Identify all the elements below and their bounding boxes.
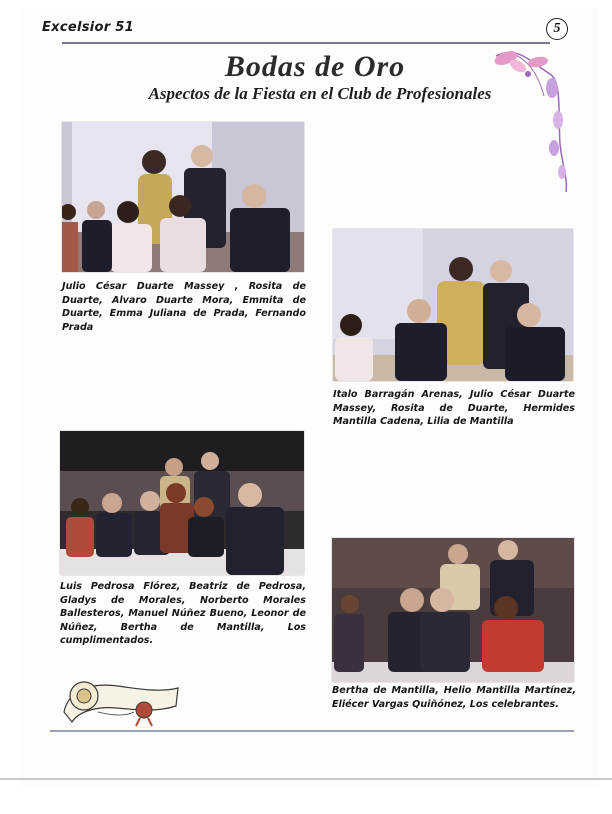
page-subtitle: Aspectos de la Fiesta en el Club de Profesionales <box>148 84 492 103</box>
header-rule <box>62 42 550 44</box>
event-photo-4 <box>332 538 574 682</box>
photo-1-caption: Julio César Duarte Massey , Rosita de Duarte, Alvaro Duarte Mora, Emmita de Duarte, Emma Juliana de Prada, Fernando Prada <box>62 281 306 333</box>
photo-2-caption: Italo Barragán Arenas, Julio César Duarte Massey, Rosita de Duarte, Hermides Mantilla Cadena, Lilia de Mantilla <box>333 389 575 428</box>
photo-4-caption: Bertha de Mantilla, Helio Mantilla Martínez, Eliécer Vargas Quiñónez, Los celebrantes. <box>332 685 576 710</box>
photo-3-caption: Luis Pedrosa Flórez, Beatriz de Pedrosa, Gladys de Morales, Norberto Morales Ballesteros, Manuel Núñez Bueno, Leonor de Núñez, Bertha de Mantilla, Los cumplimentados. <box>60 581 306 647</box>
page-header <box>42 18 568 44</box>
magazine-name: Excelsior 51 <box>42 20 134 35</box>
event-photo-3 <box>60 431 304 575</box>
footer-rule <box>50 730 574 732</box>
floral-ornament-icon <box>488 44 580 194</box>
event-photo-1 <box>62 122 304 272</box>
event-photo-2 <box>333 229 573 381</box>
page-title: Bodas de Oro <box>224 50 406 83</box>
page-edge <box>0 778 612 780</box>
page-number: 5 <box>546 18 568 40</box>
diploma-scroll-icon <box>58 672 184 728</box>
